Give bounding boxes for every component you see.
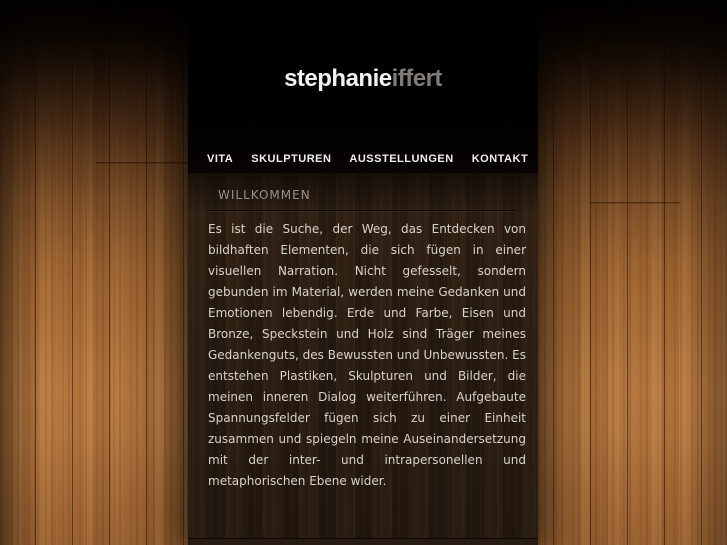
wood-plank-seam-left: [96, 162, 190, 164]
nav-item-kontakt[interactable]: KONTAKT: [471, 153, 529, 165]
content-area: [188, 173, 538, 538]
main-nav: [207, 153, 528, 165]
site-logo[interactable]: [188, 64, 538, 94]
logo-last-name: iffert: [391, 65, 442, 92]
site-header: [188, 0, 538, 173]
nav-item-skulpturen[interactable]: SKULPTUREN: [251, 153, 332, 165]
welcome-heading: WILLKOMMEN: [208, 188, 517, 211]
welcome-heading-band: [188, 173, 538, 211]
nav-item-ausstellungen[interactable]: AUSSTELLUNGEN: [349, 153, 454, 165]
footer-bar: [188, 538, 538, 545]
site-column: [188, 0, 538, 545]
logo-first-name: stephanie: [284, 65, 392, 92]
nav-item-vita[interactable]: VITA: [207, 153, 234, 165]
wood-plank-seam-right: [590, 202, 680, 204]
intro-paragraph: Es ist die Suche, der Weg, das Entdecken von bildhaften Elementen, die sich fügen in einer visuellen Narration. Nicht gefesselt, sondern gebunden im Material, werden meine Gedanken und Emotionen lebendig. Erde und Farbe, Eisen und Bronze, Speckstein und Holz sind Träger meines Gedankenguts, des Bewussten und Unbewussten. Es entstehen Plastiken, Skulpturen und Bilder, die meinen inneren Dialog weiterführen. Aufgebaute Spannungsfelder fügen sich zu einer Einheit zusammen und spiegeln meine Auseinandersetzung mit der inter- und intrapersonellen und metaphorischen Ebene wider.: [208, 222, 526, 488]
